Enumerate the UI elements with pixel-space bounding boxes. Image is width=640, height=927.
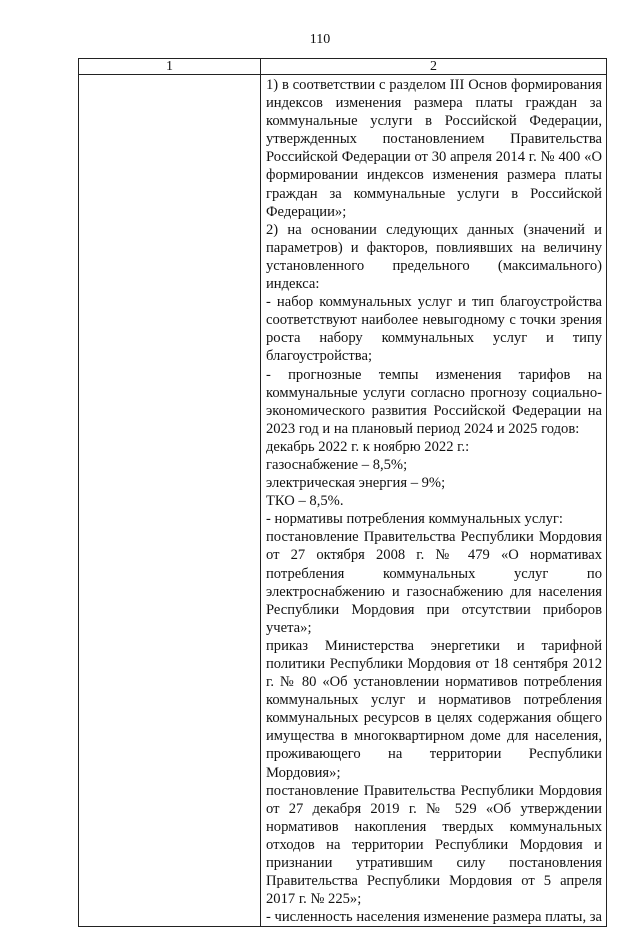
- paragraph-decree-479: постановление Правительства Республики Мордовия от 27 октября 2008 г. № 479 «О нормативах потребления коммунальных услуг по электроснабжению и газоснабжению для населения Республики Мордовия при отсутствии приборов учета»;: [266, 529, 602, 636]
- paragraph-gas: газоснабжение – 8,5%;: [266, 456, 408, 473]
- cell-content: [261, 75, 606, 926]
- paragraph-decree-529: постановление Правительства Республики Мордовия от 27 декабря 2019 г. № 529 «Об утверждении нормативов накопления твердых коммунальных отходов на территории Республики Мордовия и признании утратившим силу постановления Правительства Республики Мордовия от 5 апреля 2017 г. № 225»;: [266, 782, 602, 908]
- paragraph-basis-2: 2) на основании следующих данных (значений и параметров) и факторов, повлиявших на величину установленного предельного (максимального) индекса:: [266, 221, 602, 293]
- paragraph-basis-1: 1) в соответствии с разделом III Основ формирования индексов изменения размера платы граждан за коммунальные услуги в Российской Федерации, утвержденных постановлением Правительства Российской Федерации от 30 апреля 2014 г. № 400 «О формировании индексов изменения размера платы граждан за коммунальные услуги в Российской Федерации»;: [266, 77, 602, 220]
- paragraph-tariff-rates: - прогнозные темпы изменения тарифов на коммунальные услуги согласно прогнозу социально-экономического развития Российской Федерации на 2023 год и на плановый период 2024 и 2025 годов:: [266, 366, 602, 437]
- paragraph-period: декабрь 2022 г. к ноябрю 2022 г.:: [266, 438, 470, 455]
- column-header-2: 2: [261, 59, 607, 75]
- column-1-cell: [79, 75, 261, 927]
- table-header-row: [79, 59, 607, 75]
- page-number: 110: [309, 32, 331, 47]
- paragraph-services-set: - набор коммунальных услуг и тип благоустройства соответствуют наиболее невыгодному с точки зрения роста набору коммунальных услуг и типу благоустройства;: [266, 294, 602, 365]
- document-table: [78, 58, 607, 927]
- paragraph-norms-heading: - нормативы потребления коммунальных услуг:: [266, 511, 563, 528]
- column-2-cell: [261, 75, 607, 927]
- paragraph-electricity: электрическая энергия – 9%;: [266, 475, 446, 492]
- column-header-1: 1: [79, 59, 261, 75]
- paragraph-tko: ТКО – 8,5%.: [266, 493, 344, 510]
- paragraph-order-80: приказ Министерства энергетики и тарифной политики Республики Мордовия от 18 сентября 2012 г. № 80 «Об установлении нормативов потребления коммунальных услуг и нормативов потребления коммунальных ресурсов в целях содержания общего имущества в многоквартирном доме для населения, проживающего на территории Республики Мордовия»;: [266, 637, 602, 781]
- table-body-row: [79, 75, 607, 927]
- paragraph-population: - численность населения изменение размера платы, за: [266, 909, 602, 926]
